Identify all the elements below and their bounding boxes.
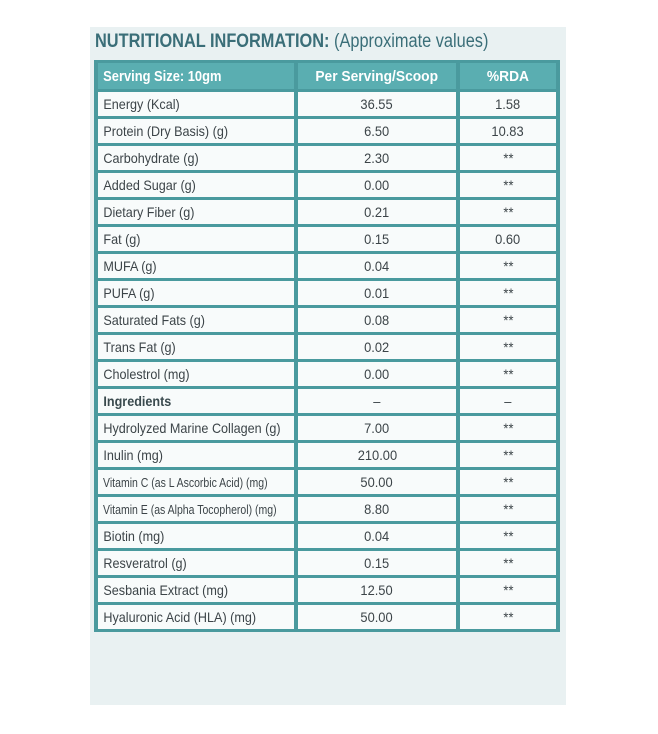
nutrition-table [94, 60, 560, 632]
nutrient-name-cell: Hydrolyzed Marine Collagen (g) [98, 416, 294, 440]
rda-value-cell: ** [460, 254, 556, 278]
table-row [98, 362, 556, 386]
table-row [98, 119, 556, 143]
rda-value-cell: ** [460, 416, 556, 440]
table-row [98, 254, 556, 278]
rda-value-cell: ** [460, 605, 556, 629]
nutrient-name-cell: PUFA (g) [98, 281, 294, 305]
nutrient-name-cell: Sesbania Extract (mg) [98, 578, 294, 602]
table-row [98, 389, 556, 413]
table-row [98, 92, 556, 116]
nutrient-name-cell: Resveratrol (g) [98, 551, 294, 575]
table-row [98, 200, 556, 224]
rda-value-cell: ** [460, 173, 556, 197]
title-bold: NUTRITIONAL INFORMATION: [95, 31, 330, 52]
table-row [98, 308, 556, 332]
rda-value-cell: 0.60 [460, 227, 556, 251]
per-serving-value-cell: 50.00 [298, 605, 456, 629]
table-row [98, 146, 556, 170]
nutrient-name-cell: Protein (Dry Basis) (g) [98, 119, 294, 143]
per-serving-value-cell: 0.04 [298, 254, 456, 278]
rda-value-cell: ** [460, 335, 556, 359]
nutrient-name-cell: Hyaluronic Acid (HLA) (mg) [98, 605, 294, 629]
per-serving-value-cell: 0.15 [298, 227, 456, 251]
rda-value-cell: ** [460, 524, 556, 548]
per-serving-value-cell: 0.21 [298, 200, 456, 224]
rda-value-cell: 10.83 [460, 119, 556, 143]
table-row [98, 605, 556, 629]
rda-value-cell: ** [460, 578, 556, 602]
header-per-serving: Per Serving/Scoop [298, 63, 456, 89]
nutrient-name-cell: Inulin (mg) [98, 443, 294, 467]
table-header-row [98, 63, 556, 89]
nutrient-name-cell: MUFA (g) [98, 254, 294, 278]
header-rda: %RDA [460, 63, 556, 89]
table-body [98, 92, 556, 629]
per-serving-value-cell: 0.02 [298, 335, 456, 359]
per-serving-value-cell: 2.30 [298, 146, 456, 170]
per-serving-value-cell: 0.08 [298, 308, 456, 332]
per-serving-value-cell: 7.00 [298, 416, 456, 440]
per-serving-value-cell: 36.55 [298, 92, 456, 116]
per-serving-value-cell: 12.50 [298, 578, 456, 602]
rda-value-cell: ** [460, 497, 556, 521]
nutrient-name-cell: Added Sugar (g) [98, 173, 294, 197]
nutrient-name-cell: Biotin (mg) [98, 524, 294, 548]
nutrient-name-cell: Dietary Fiber (g) [98, 200, 294, 224]
table-row [98, 497, 556, 521]
per-serving-value-cell: 0.00 [298, 173, 456, 197]
rda-value-cell: ** [460, 146, 556, 170]
per-serving-value-cell: 0.01 [298, 281, 456, 305]
nutrient-name-cell: Carbohydrate (g) [98, 146, 294, 170]
table-row [98, 551, 556, 575]
per-serving-value-cell: 6.50 [298, 119, 456, 143]
table-row [98, 173, 556, 197]
rda-value-cell: ** [460, 362, 556, 386]
table-row [98, 470, 556, 494]
nutrient-name-cell: Fat (g) [98, 227, 294, 251]
rda-value-cell: – [460, 389, 556, 413]
rda-value-cell: ** [460, 200, 556, 224]
nutrient-name-cell: Saturated Fats (g) [98, 308, 294, 332]
rda-value-cell: ** [460, 281, 556, 305]
table-row [98, 335, 556, 359]
nutrient-name-cell: Vitamin C (as L Ascorbic Acid) (mg) [98, 470, 294, 494]
nutrient-name-cell: Trans Fat (g) [98, 335, 294, 359]
nutrient-name-cell: Vitamin E (as Alpha Tocopherol) (mg) [98, 497, 294, 521]
rda-value-cell: ** [460, 551, 556, 575]
nutrient-name-cell: Ingredients [98, 389, 294, 413]
nutrient-name-cell: Cholestrol (mg) [98, 362, 294, 386]
header-serving-size: Serving Size: 10gm [98, 63, 294, 89]
rda-value-cell: ** [460, 308, 556, 332]
nutrition-title [95, 31, 488, 53]
rda-value-cell: ** [460, 443, 556, 467]
table-row [98, 443, 556, 467]
table-row [98, 524, 556, 548]
per-serving-value-cell: 8.80 [298, 497, 456, 521]
per-serving-value-cell: 0.00 [298, 362, 456, 386]
table-row [98, 416, 556, 440]
title-rest: (Approximate values) [334, 31, 489, 52]
rda-value-cell: 1.58 [460, 92, 556, 116]
table-row [98, 578, 556, 602]
per-serving-value-cell: 50.00 [298, 470, 456, 494]
table-row [98, 281, 556, 305]
per-serving-value-cell: 210.00 [298, 443, 456, 467]
per-serving-value-cell: 0.15 [298, 551, 456, 575]
per-serving-value-cell: – [298, 389, 456, 413]
rda-value-cell: ** [460, 470, 556, 494]
table-row [98, 227, 556, 251]
per-serving-value-cell: 0.04 [298, 524, 456, 548]
nutrient-name-cell: Energy (Kcal) [98, 92, 294, 116]
